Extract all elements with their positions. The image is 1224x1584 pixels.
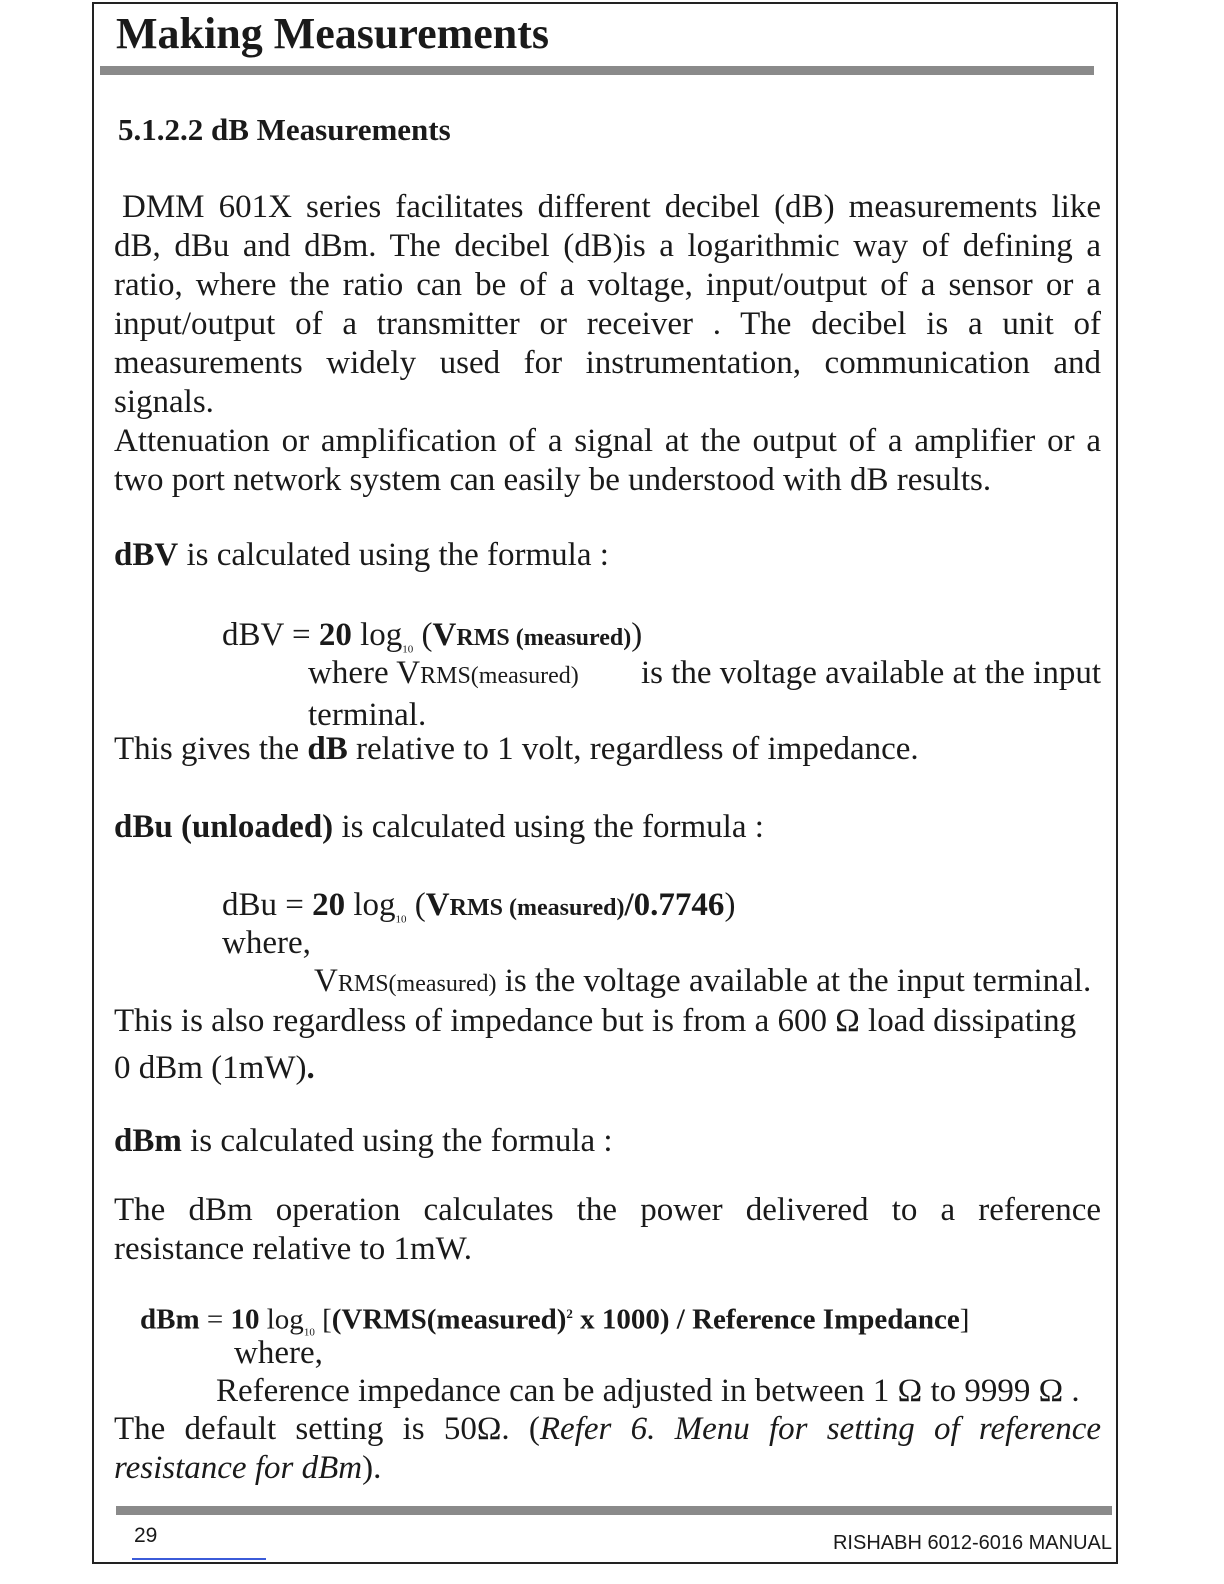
dbu-formula-lhs: dBu = (222, 887, 313, 923)
dbv-formula-lhs: dBV = (222, 617, 319, 653)
page-number: 29 (134, 1524, 158, 1547)
dbv-note-bold: dB (307, 731, 348, 767)
dbv-where-pre: where V (308, 655, 421, 691)
section-heading: 5.1.2.2 dB Measurements (118, 112, 451, 147)
dbv-formula-log: log (351, 617, 403, 653)
dbm-default-post: ). (362, 1450, 382, 1486)
dbm-formula-sup: 2 (566, 1306, 573, 1321)
dbm-formula-coef: 10 (230, 1303, 260, 1336)
dbv-formula-base: 10 (402, 643, 414, 656)
title-divider (100, 66, 1094, 75)
dbm-formula-lhs: dBm (140, 1303, 200, 1336)
dbm-default-pre: The default setting is 50Ω. ( (114, 1411, 540, 1447)
dbu-where: where, (222, 925, 311, 961)
dbm-formula-close: ] (959, 1303, 970, 1336)
page-link-underline (132, 1558, 266, 1560)
dbm-reference-line: Reference impedance can be adjusted in between 1 Ω to 9999 Ω . (216, 1373, 1080, 1409)
dbm-formula-expr2: x 1000) / Reference Impedance (572, 1303, 960, 1336)
dbv-formula-close: ) (631, 617, 643, 653)
dbm-formula-expr1: (VRMS(measured) (331, 1303, 567, 1336)
dbu-term: dBu (unloaded) (114, 809, 334, 845)
dbm-description: The dBm operation calculates the power delivered to a reference resistance relative to 1mW. (114, 1192, 1101, 1267)
dbv-formula-v: V (432, 617, 457, 653)
dbv-where-sub: RMS(measured) (420, 663, 579, 689)
dbv-note-pre: This gives the (114, 731, 308, 767)
dbu-note-period: . (306, 1050, 315, 1086)
dbu-def-v: V (314, 963, 338, 999)
dbu-formula-base: 10 (395, 913, 407, 926)
dbm-lead-text: is calculated using the formula : (181, 1123, 613, 1159)
dbu-lead (114, 808, 764, 847)
dbm-formula-base: 10 (303, 1326, 315, 1339)
dbv-lead (114, 536, 609, 575)
intro-paragraph-2: Attenuation or amplification of a signal at the output of a amplifier or a two port network system can easily be understood with dB results. (114, 423, 1101, 498)
dbv-term: dBV (114, 537, 179, 573)
dbm-where: where, (234, 1335, 323, 1371)
dbu-formula-div: /0.7746 (624, 887, 725, 923)
dbv-formula-rms: RMS (measured) (456, 625, 632, 651)
manual-name: RISHABH 6012-6016 MANUAL (832, 1532, 1112, 1554)
dbm-formula-open: [ (314, 1303, 332, 1336)
dbu-note-line1: This is also regardless of impedance but is from a 600 Ω load dissipating (114, 1003, 1077, 1039)
intro-paragraph: DMM 601X series facilitates different decibel (dB) measurements like dB, dBu and dBm. The decibel (dB)is a logarithmic way of defining a ratio, where the ratio can be of a voltage, input/output of a sensor or a input/output of a transmitter or receiver . The decibel is a unit of measurements widely used for instrumentation, communication and signals. (114, 189, 1101, 420)
dbm-term: dBm (114, 1123, 182, 1159)
dbm-formula-log: log (259, 1303, 304, 1336)
dbu-def-post: is the voltage available at the input terminal. (496, 963, 1092, 999)
footer-divider (116, 1506, 1112, 1515)
dbu-formula-rms: RMS (measured) (449, 895, 625, 921)
dbu-formula-close: ) (724, 887, 736, 923)
dbv-note-post: relative to 1 volt, regardless of impedance. (347, 731, 919, 767)
dbu-note (114, 1002, 1101, 1088)
dbm-default-italic: Refer 6. Menu for setting of reference resistance for dBm (114, 1411, 1101, 1486)
dbm-lead (114, 1122, 613, 1161)
dbv-formula-open: ( (413, 617, 433, 653)
dbv-lead-text: is calculated using the formula : (178, 537, 609, 573)
dbm-formula-eq: = (199, 1303, 231, 1336)
dbu-def-sub: RMS(measured) (337, 971, 497, 997)
dbv-where-line2: terminal. (308, 697, 427, 733)
page-title: Making Measurements (116, 9, 550, 58)
dbu-formula-coef: 20 (312, 887, 346, 923)
dbm-default-setting (114, 1410, 1101, 1488)
dbu-formula-open: ( (406, 887, 426, 923)
dbv-note (114, 730, 919, 769)
dbu-formula-log: log (345, 887, 396, 923)
dbu-note-line2: 0 dBm (1mW) (114, 1050, 307, 1086)
dbu-formula-v: V (425, 887, 450, 923)
dbu-definition (314, 962, 1091, 1004)
dbv-formula-coef: 20 (318, 617, 352, 653)
dbu-lead-text: is calculated using the formula : (333, 809, 764, 845)
dbv-where (308, 654, 1101, 735)
dbv-where-post: is the voltage available at the input (640, 655, 1101, 691)
